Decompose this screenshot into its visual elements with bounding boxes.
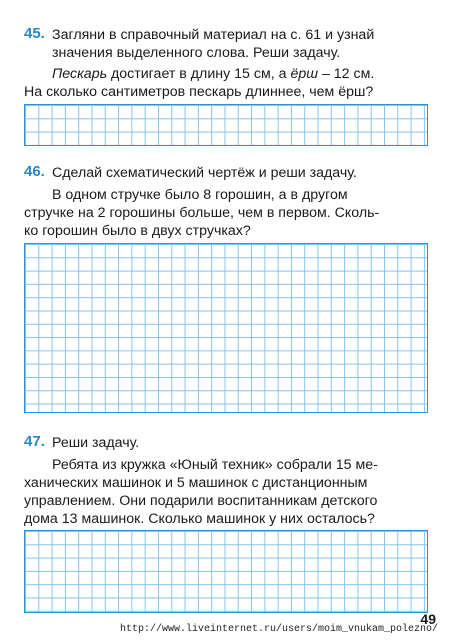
task-text-line: Сделай схематический чертёж и реши задачу.	[52, 165, 357, 181]
task-text-line: Ребята из кружка «Юный техник» собрали 15 ме-	[52, 457, 378, 473]
task-text-line: дома 13 машинок. Сколько машинок у них осталось?	[24, 511, 375, 527]
answer-grid[interactable]	[24, 104, 428, 146]
task-number: 45.	[24, 25, 45, 42]
answer-grid[interactable]	[24, 530, 428, 613]
italic-word: ёрш	[290, 66, 318, 82]
task-text-line: В одном стручке было 8 горошин, а в другом	[52, 187, 348, 203]
task-text-line: ко горошин было в двух стручках?	[24, 223, 251, 239]
task-text-line: ханических машинок и 5 машинок с дистанционным	[24, 475, 368, 491]
watermark-url: http://www.liveinternet.ru/users/moim_vnukam_polezno/	[120, 624, 439, 635]
page-number: 49	[420, 611, 436, 627]
task-text-line: Загляни в справочный материал на с. 61 и узнай	[52, 27, 375, 43]
task-text-line: управлением. Они подарили воспитанникам детского	[24, 493, 378, 509]
task-text-line: стручке на 2 горошины больше, чем в первом. Сколь-	[24, 205, 380, 221]
answer-grid[interactable]	[24, 243, 428, 413]
task-text-line: На сколько сантиметров пескарь длиннее, чем ёрш?	[24, 84, 374, 100]
task-number: 47.	[24, 433, 45, 450]
italic-word: Пескарь	[52, 66, 108, 82]
task-text-line: значения выделенного слова. Реши задачу.	[52, 45, 341, 61]
task-text-line: Реши задачу.	[52, 435, 140, 451]
task-number: 46.	[24, 163, 45, 180]
task-text-line: Пескарь достигает в длину 15 см, а ёрш – 12 см.	[52, 66, 375, 82]
